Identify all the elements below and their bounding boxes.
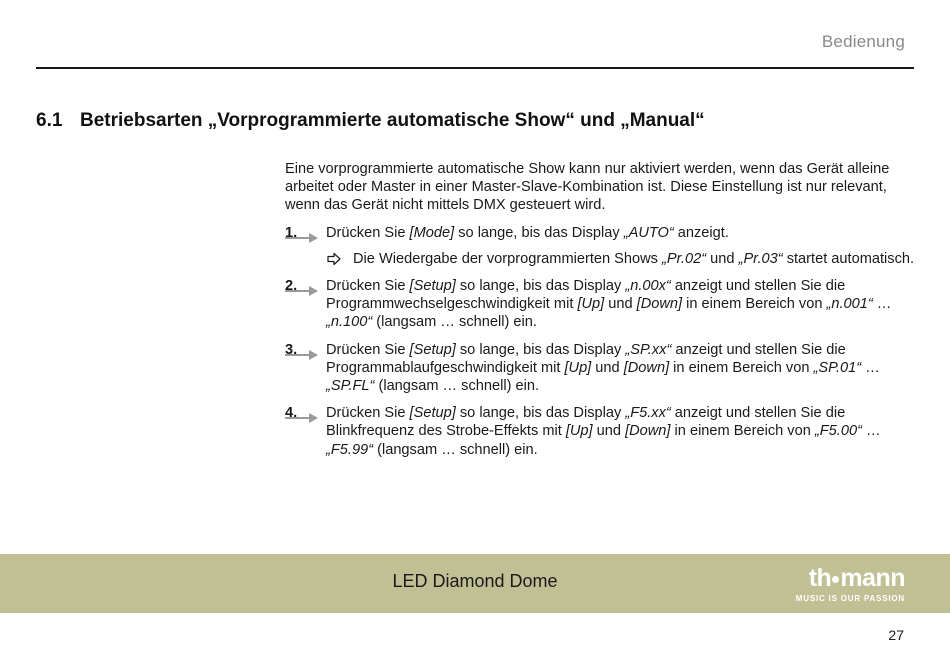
display-value: „AUTO“ xyxy=(623,224,674,241)
step-text: anzeigt. xyxy=(673,224,729,241)
page-number: 27 xyxy=(888,627,904,643)
display-value: „SP.xx“ xyxy=(625,341,672,358)
step-arrow-icon xyxy=(285,349,319,361)
display-value: „Pr.02“ xyxy=(662,250,707,267)
logo-part: mann xyxy=(840,564,905,592)
display-value: „SP.01“ xyxy=(813,359,862,376)
step-text: und xyxy=(591,359,624,376)
step-text: so lange, bis das Display xyxy=(455,278,626,295)
thomann-logo xyxy=(796,566,905,603)
display-value: „F5.00“ xyxy=(814,423,862,440)
instructions-body xyxy=(285,160,915,459)
step-text: Drücken Sie xyxy=(326,405,410,422)
step-1 xyxy=(285,224,915,242)
step-arrow-icon xyxy=(285,412,319,424)
key-setup: [Setup] xyxy=(409,341,456,358)
key-down: [Down] xyxy=(636,296,683,313)
step-text: … xyxy=(861,359,880,376)
step-text: anzeigt und stellen Sie die Programmwechselgeschwindigkeit mit xyxy=(326,278,846,313)
step-number xyxy=(285,341,319,361)
header-rule xyxy=(36,67,914,69)
step-number-label: 1. xyxy=(285,224,298,241)
step-3 xyxy=(285,341,915,396)
logo-wordmark xyxy=(796,566,905,591)
step-number xyxy=(285,404,319,424)
step-text: Drücken Sie xyxy=(326,278,410,295)
step-number-label: 3. xyxy=(285,341,298,358)
step-text: (langsam … schnell) ein. xyxy=(373,441,538,458)
step-text: so lange, bis das Display xyxy=(455,341,626,358)
logo-dot-icon xyxy=(832,576,839,583)
step-text: und xyxy=(592,423,626,440)
step-text: … xyxy=(861,423,881,440)
step-text: Drücken Sie xyxy=(326,224,410,241)
step-number xyxy=(285,224,319,244)
step-number-label: 4. xyxy=(285,405,298,422)
intro-paragraph: Eine vorprogrammierte automatische Show kann nur aktiviert werden, wenn das Gerät alleine arbeitet oder Master in einer Master-Slave-Kombination ist. Diese Einstellung ist nur relevant, wenn das Gerät nicht mittels DMX gesteuert wird. xyxy=(285,161,890,214)
display-value: „F5.99“ xyxy=(326,441,374,458)
key-up: [Up] xyxy=(565,423,593,440)
section-title: Bedienung xyxy=(821,32,905,51)
product-name: LED Diamond Dome xyxy=(392,571,558,591)
display-value: „n.001“ xyxy=(826,296,873,313)
step-4 xyxy=(285,404,915,459)
step-text: (langsam … schnell) ein. xyxy=(374,378,540,395)
step-text: anzeigt und stellen Sie die Programmablaufgeschwindigkeit mit xyxy=(326,341,846,376)
step-1-result xyxy=(285,250,915,268)
key-down: [Down] xyxy=(625,423,671,440)
heading-title: Betriebsarten „Vorprogrammierte automatische Show“ und „Manual“ xyxy=(80,110,705,131)
key-mode: [Mode] xyxy=(409,224,455,241)
result-arrow-icon xyxy=(326,251,342,267)
step-text: anzeigt und stellen Sie die Blinkfrequenz des Strobe-Effekts mit xyxy=(326,405,846,440)
logo-tagline: MUSIC IS OUR PASSION xyxy=(795,594,905,603)
step-arrow-icon xyxy=(285,285,319,297)
step-text: in einem Bereich von xyxy=(682,296,827,313)
step-text: … xyxy=(872,296,892,313)
result-text: und xyxy=(706,250,739,267)
step-number xyxy=(285,277,319,297)
key-setup: [Setup] xyxy=(409,405,456,422)
key-up: [Up] xyxy=(564,359,592,376)
step-text: und xyxy=(604,296,637,313)
logo-part: th xyxy=(808,564,832,592)
step-text: in einem Bereich von xyxy=(669,359,814,376)
section-heading xyxy=(36,110,705,132)
key-up: [Up] xyxy=(577,296,605,313)
step-text: (langsam … schnell) ein. xyxy=(372,314,537,331)
result-text: startet automatisch. xyxy=(782,250,915,267)
key-setup: [Setup] xyxy=(409,278,456,295)
heading-number: 6.1 xyxy=(36,110,63,131)
display-value: „Pr.03“ xyxy=(738,250,783,267)
step-text: so lange, bis das Display xyxy=(455,405,626,422)
step-text: so lange, bis das Display xyxy=(454,224,624,241)
display-value: „n.100“ xyxy=(326,314,373,331)
step-2 xyxy=(285,277,915,332)
step-text: Drücken Sie xyxy=(326,341,410,358)
step-number-label: 2. xyxy=(285,278,298,295)
step-text: in einem Bereich von xyxy=(670,423,815,440)
step-arrow-icon xyxy=(285,232,319,244)
result-text: Die Wiedergabe der vorprogrammierten Shows xyxy=(353,250,663,267)
display-value: „SP.FL“ xyxy=(326,378,375,395)
display-value: „F5.xx“ xyxy=(625,405,671,422)
key-down: [Down] xyxy=(623,359,670,376)
display-value: „n.00x“ xyxy=(625,278,671,295)
